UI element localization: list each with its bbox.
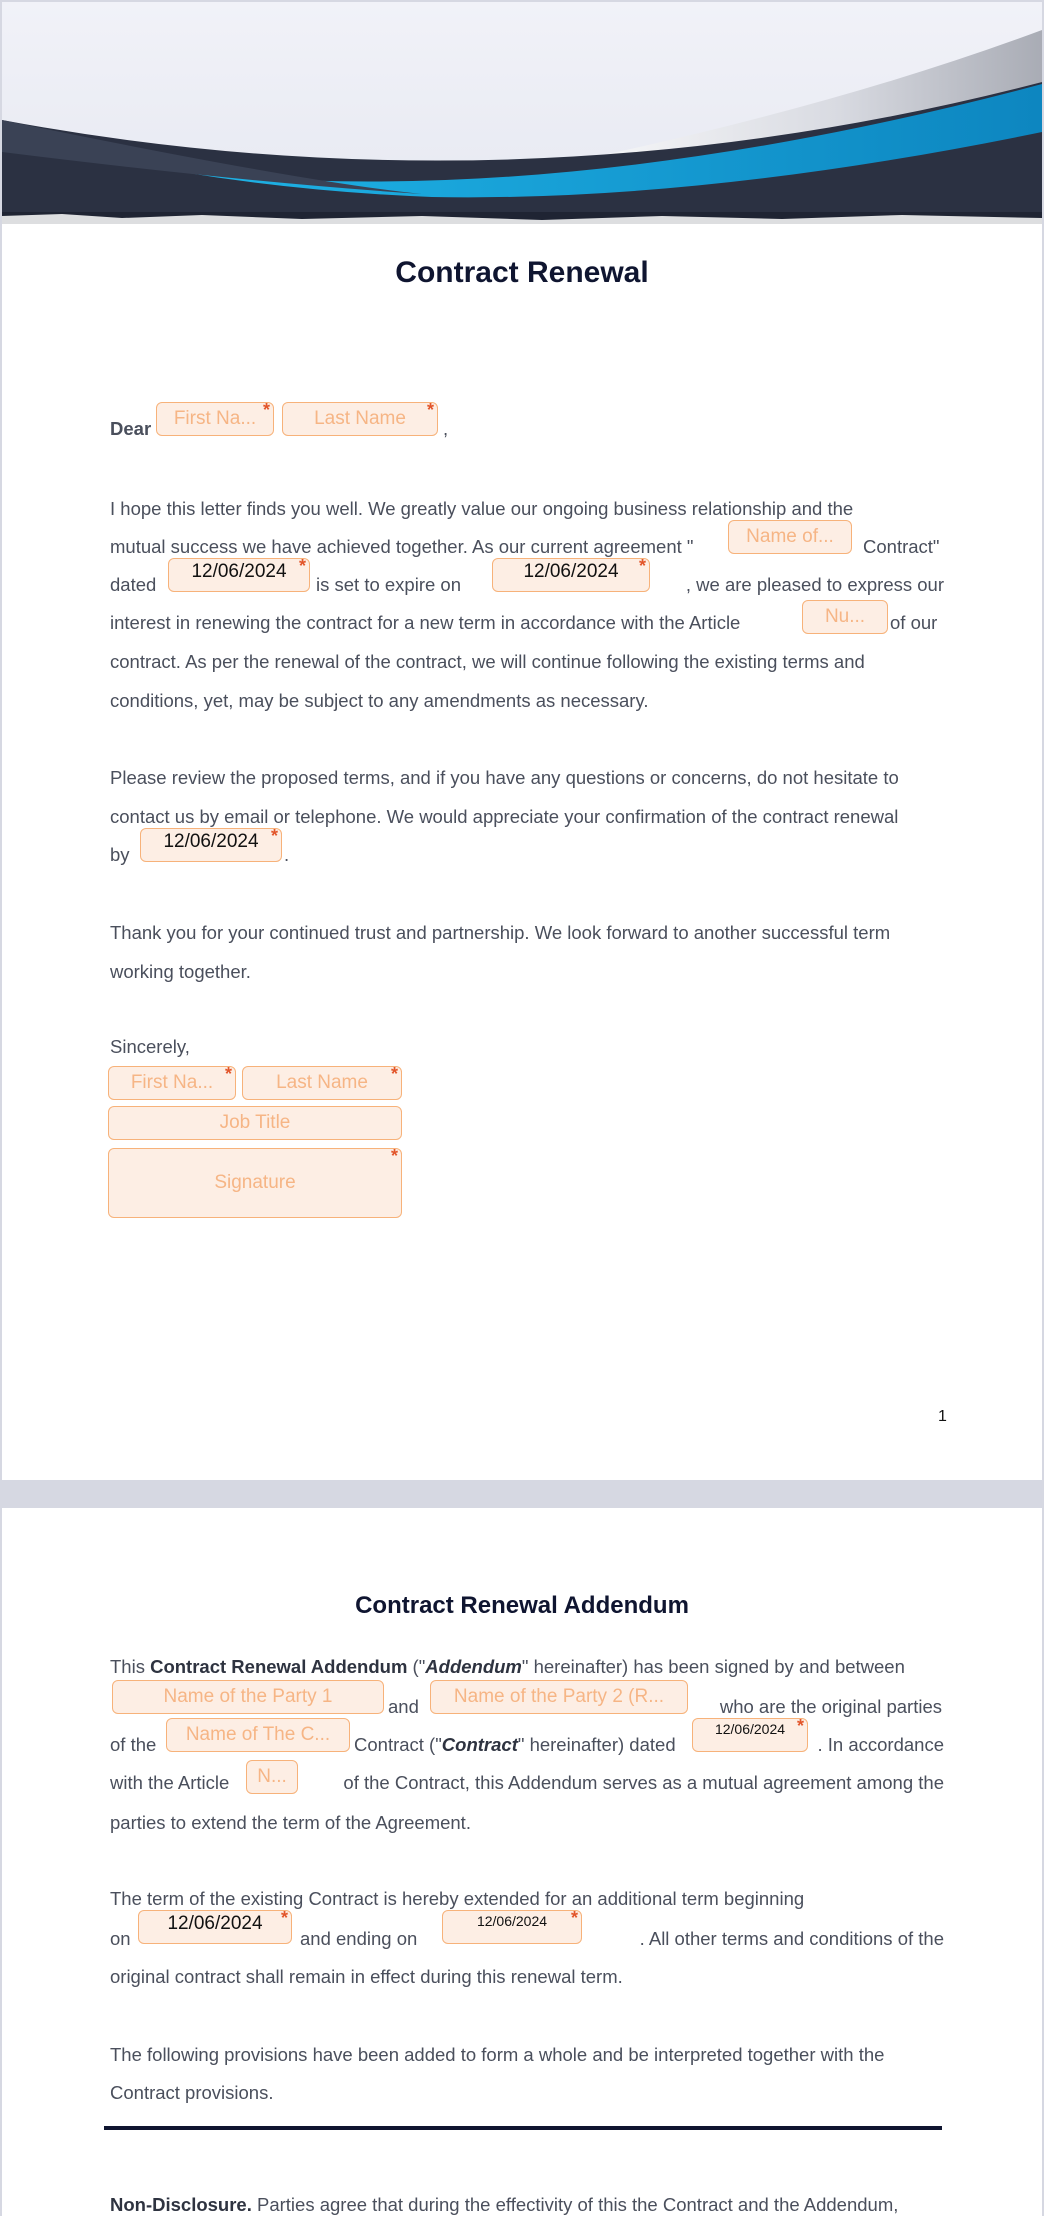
- p1-line-5: contract. As per the renewal of the contract, we will continue following the existing terms and: [110, 651, 865, 672]
- p2-line-2: contact us by email or telephone. We would appreciate your confirmation of the contract renewal: [110, 806, 899, 827]
- p1-line-2a: mutual success we have achieved together. As our current agreement ": [110, 536, 694, 557]
- a3-line-2: Contract provisions.: [110, 2082, 274, 2103]
- required-marker: *: [426, 402, 434, 420]
- first-name-field[interactable]: First Na... *: [156, 402, 274, 436]
- a1-line-5: parties to extend the term of the Agreement.: [110, 1812, 471, 1833]
- required-marker: *: [638, 558, 646, 576]
- a1-line-3d: . In accordance: [817, 1734, 944, 1755]
- article-number-field[interactable]: Nu...: [802, 600, 888, 634]
- signature-field[interactable]: Signature *: [108, 1148, 402, 1218]
- required-marker: *: [270, 828, 278, 846]
- a1-line-4a: with the Article: [110, 1772, 230, 1793]
- a2-line-3: original contract shall remain in effect during this renewal term.: [110, 1966, 623, 1987]
- a2-line-2-rest: . All other terms and conditions of the: [639, 1928, 944, 1949]
- p1-line-4a: interest in renewing the contract for a new term in accordance with the Article: [110, 612, 741, 633]
- p3-line-1: Thank you for your continued trust and partnership. We look forward to another successful term: [110, 922, 891, 943]
- p1-line-3c: , we are pleased to express our: [685, 574, 944, 595]
- page-title: Contract Renewal: [395, 256, 649, 289]
- required-marker: *: [390, 1148, 398, 1166]
- document-page-2: [2, 1508, 1042, 2216]
- required-marker: *: [298, 558, 306, 576]
- addendum-dated-field[interactable]: 12/06/2024 *: [692, 1718, 808, 1752]
- p1-line-6: conditions, yet, may be subject to any amendments as necessary.: [110, 690, 649, 711]
- p1-line-4b: of our: [890, 612, 938, 633]
- party-1-name-field[interactable]: Name of the Party 1: [112, 1680, 384, 1714]
- dated-date-field[interactable]: 12/06/2024 *: [168, 558, 310, 592]
- salutation: Dear: [110, 418, 152, 439]
- confirm-by-date-field[interactable]: 12/06/2024 *: [140, 828, 282, 862]
- section-divider: [104, 2126, 942, 2130]
- signer-first-name-field[interactable]: First Na... *: [108, 1066, 236, 1100]
- non-disclosure-line: Non-Disclosure. Parties agree that during the effectivity of this the Contract and the Addendum,: [110, 2194, 899, 2215]
- p1-line-1: I hope this letter finds you well. We greatly value our ongoing business relationship and the: [110, 498, 854, 519]
- a2-line-1: The term of the existing Contract is hereby extended for an additional term beginning: [110, 1888, 805, 1909]
- p2-line-3b: .: [284, 844, 290, 865]
- salutation-comma: ,: [443, 418, 449, 439]
- required-marker: *: [280, 1910, 288, 1928]
- a1-line-3b: Contract ("Contract" hereinafter) dated: [354, 1734, 676, 1755]
- p1-line-3a: dated: [110, 574, 157, 595]
- addendum-article-number-field[interactable]: N...: [246, 1760, 298, 1794]
- required-marker: *: [390, 1066, 398, 1084]
- document-page-1: [2, 2, 1042, 1480]
- addendum-title: Contract Renewal Addendum: [355, 1592, 689, 1619]
- page-number: 1: [938, 1408, 947, 1425]
- a2-line-2-mid: and ending on: [300, 1928, 418, 1949]
- closing: Sincerely,: [110, 1036, 190, 1057]
- addendum-contract-name-field[interactable]: Name of The C...: [166, 1718, 350, 1752]
- required-marker: *: [570, 1910, 578, 1928]
- p1-line-2b: Contract": [863, 536, 940, 557]
- p1-line-3b: is set to expire on: [316, 574, 461, 595]
- p2-line-3a: by: [110, 844, 130, 865]
- required-marker: *: [224, 1066, 232, 1084]
- a3-line-1: The following provisions have been added to form a whole and be interpreted together with the: [110, 2044, 885, 2065]
- contract-name-field[interactable]: Name of...: [728, 520, 852, 554]
- p2-line-1: Please review the proposed terms, and if you have any questions or concerns, do not hesitate to: [110, 767, 899, 788]
- a2-line-2-on: on: [110, 1928, 131, 1949]
- required-marker: *: [262, 402, 270, 420]
- term-end-date-field[interactable]: 12/06/2024 *: [442, 1910, 582, 1944]
- p3-line-2: working together.: [110, 961, 251, 982]
- last-name-field[interactable]: Last Name *: [282, 402, 438, 436]
- a1-line-2-and: and: [388, 1696, 419, 1717]
- a1-line-3a: of the: [110, 1734, 157, 1755]
- required-marker: *: [796, 1718, 804, 1736]
- party-2-name-field[interactable]: Name of the Party 2 (R...: [430, 1680, 688, 1714]
- expire-date-field[interactable]: 12/06/2024 *: [492, 558, 650, 592]
- term-begin-date-field[interactable]: 12/06/2024 *: [138, 1910, 292, 1944]
- signer-last-name-field[interactable]: Last Name *: [242, 1066, 402, 1100]
- a1-line-2-rest: who are the original parties: [719, 1696, 942, 1717]
- job-title-field[interactable]: Job Title: [108, 1106, 402, 1140]
- a1-line-4b: of the Contract, this Addendum serves as a mutual agreement among the: [343, 1772, 944, 1793]
- header-banner: [2, 2, 1042, 224]
- a1-line-1: This Contract Renewal Addendum ("Addendum" hereinafter) has been signed by and between: [110, 1656, 905, 1677]
